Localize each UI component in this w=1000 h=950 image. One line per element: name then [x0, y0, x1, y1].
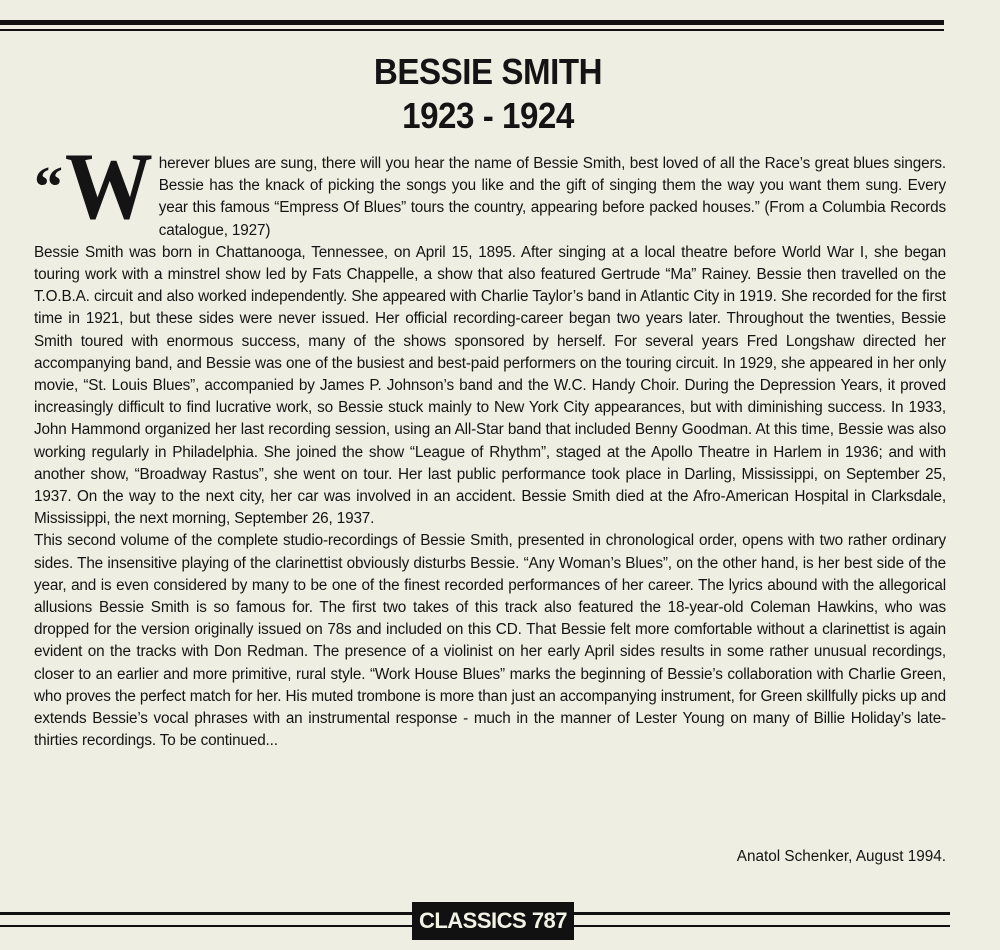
page-title — [39, 50, 937, 138]
title-years: 1923 - 1924 — [402, 95, 574, 136]
drop-cap-letter: W — [64, 135, 153, 240]
intro-quote-paragraph — [34, 135, 946, 242]
bottom-rule-right-thick — [574, 912, 950, 915]
bottom-rule-left-thick — [0, 912, 412, 915]
catalog-badge: CLASSICS 787 — [412, 902, 574, 940]
bottom-rule-right-thin — [574, 925, 950, 927]
top-rule-thin — [0, 29, 944, 31]
liner-notes-body — [34, 135, 946, 752]
top-rule-thick — [0, 20, 944, 25]
title-artist: BESSIE SMITH — [373, 51, 603, 92]
open-quote-mark: “ — [34, 154, 63, 219]
biography-paragraph: Bessie Smith was born in Chattanooga, Tennessee, on April 15, 1895. After singing at a local theatre before World War I, she began touring work with a minstrel show led by Fats Chappelle, a show that also featured Gertrude “Ma” Rainey. Bessie then travelled on the T.O.B.A. circuit and also worked independently. She appeared with Charlie Taylor’s band in Atlantic City in 1919. She recorded for the first time in 1921, but these sides were never issued. Her official recording-career began two years later. Throughout the twenties, Bessie Smith toured with enormous success, many of the shows sponsored by herself. For several years Fred Longshaw directed her accompanying band, and Bessie was one of the busiest and best-paid performers on the touring circuit. In 1929, she appeared in her only movie, “St. Louis Blues”, accompanied by James P. Johnson’s band and the W.C. Handy Choir. During the Depression Years, it proved increasingly difficult to find lucrative work, so Bessie stuck mainly to New York City appearances, but with diminishing success. In 1933, John Hammond organized her last recording session, using an All-Star band that included Benny Goodman. At this time, Bessie was also working regularly in Philadelphia. She joined the show “League of Rhythm”, staged at the Apollo Theatre in Harlem in 1936; and with another show, “Broadway Rastus”, she went on tour. Her last public performance took place in Darling, Mississippi, on September 25, 1937. On the way to the next city, her car was involved in an accident. Bessie Smith died at the Afro-American Hospital in Clarksdale, Mississippi, the next morning, September 26, 1937. — [34, 243, 946, 528]
intro-quote-text: herever blues are sung, there will you hear the name of Bessie Smith, best loved of all the Race’s great blues singers. Bessie has the knack of picking the songs you like and the gift of singing them the way you want them sung. Every year this famous “Empress Of Blues” tours the country, appearing before packed houses.” (From a Columbia Records catalogue, 1927) — [158, 155, 946, 239]
author-signature: Anatol Schenker, August 1994. — [736, 848, 946, 865]
bottom-rule-left-thin — [0, 925, 412, 927]
recordings-paragraph: This second volume of the complete studio-recordings of Bessie Smith, presented in chronological order, opens with two rather ordinary sides. The insensitive playing of the clarinettist obviously disturbs Bessie. “Any Woman’s Blues”, on the other hand, is her best side of the year, and is even considered by many to be one of the finest recorded performances of her career. The lyrics abound with the allegorical allusions Bessie Smith is so famous for. The first two takes of this track also featured the 18-year-old Coleman Hawkins, who was dropped for the version originally issued on 78s and included on this CD. That Bessie felt more comfortable without a clarinettist is again evident on the tracks with Don Redman. The presence of a violinist on her early April sides results in some rather unusual recordings, closer to an earlier and more primitive, rural style. “Work House Blues” marks the beginning of Bessie’s collaboration with Charlie Green, who proves the perfect match for her. His muted trombone is more than just an accompanying instrument, for Green skillfully picks up and extends Bessie’s vocal phrases with an instrumental response - much in the manner of Lester Young on many of Billie Holiday’s late-thirties recordings. To be continued... — [34, 532, 946, 750]
